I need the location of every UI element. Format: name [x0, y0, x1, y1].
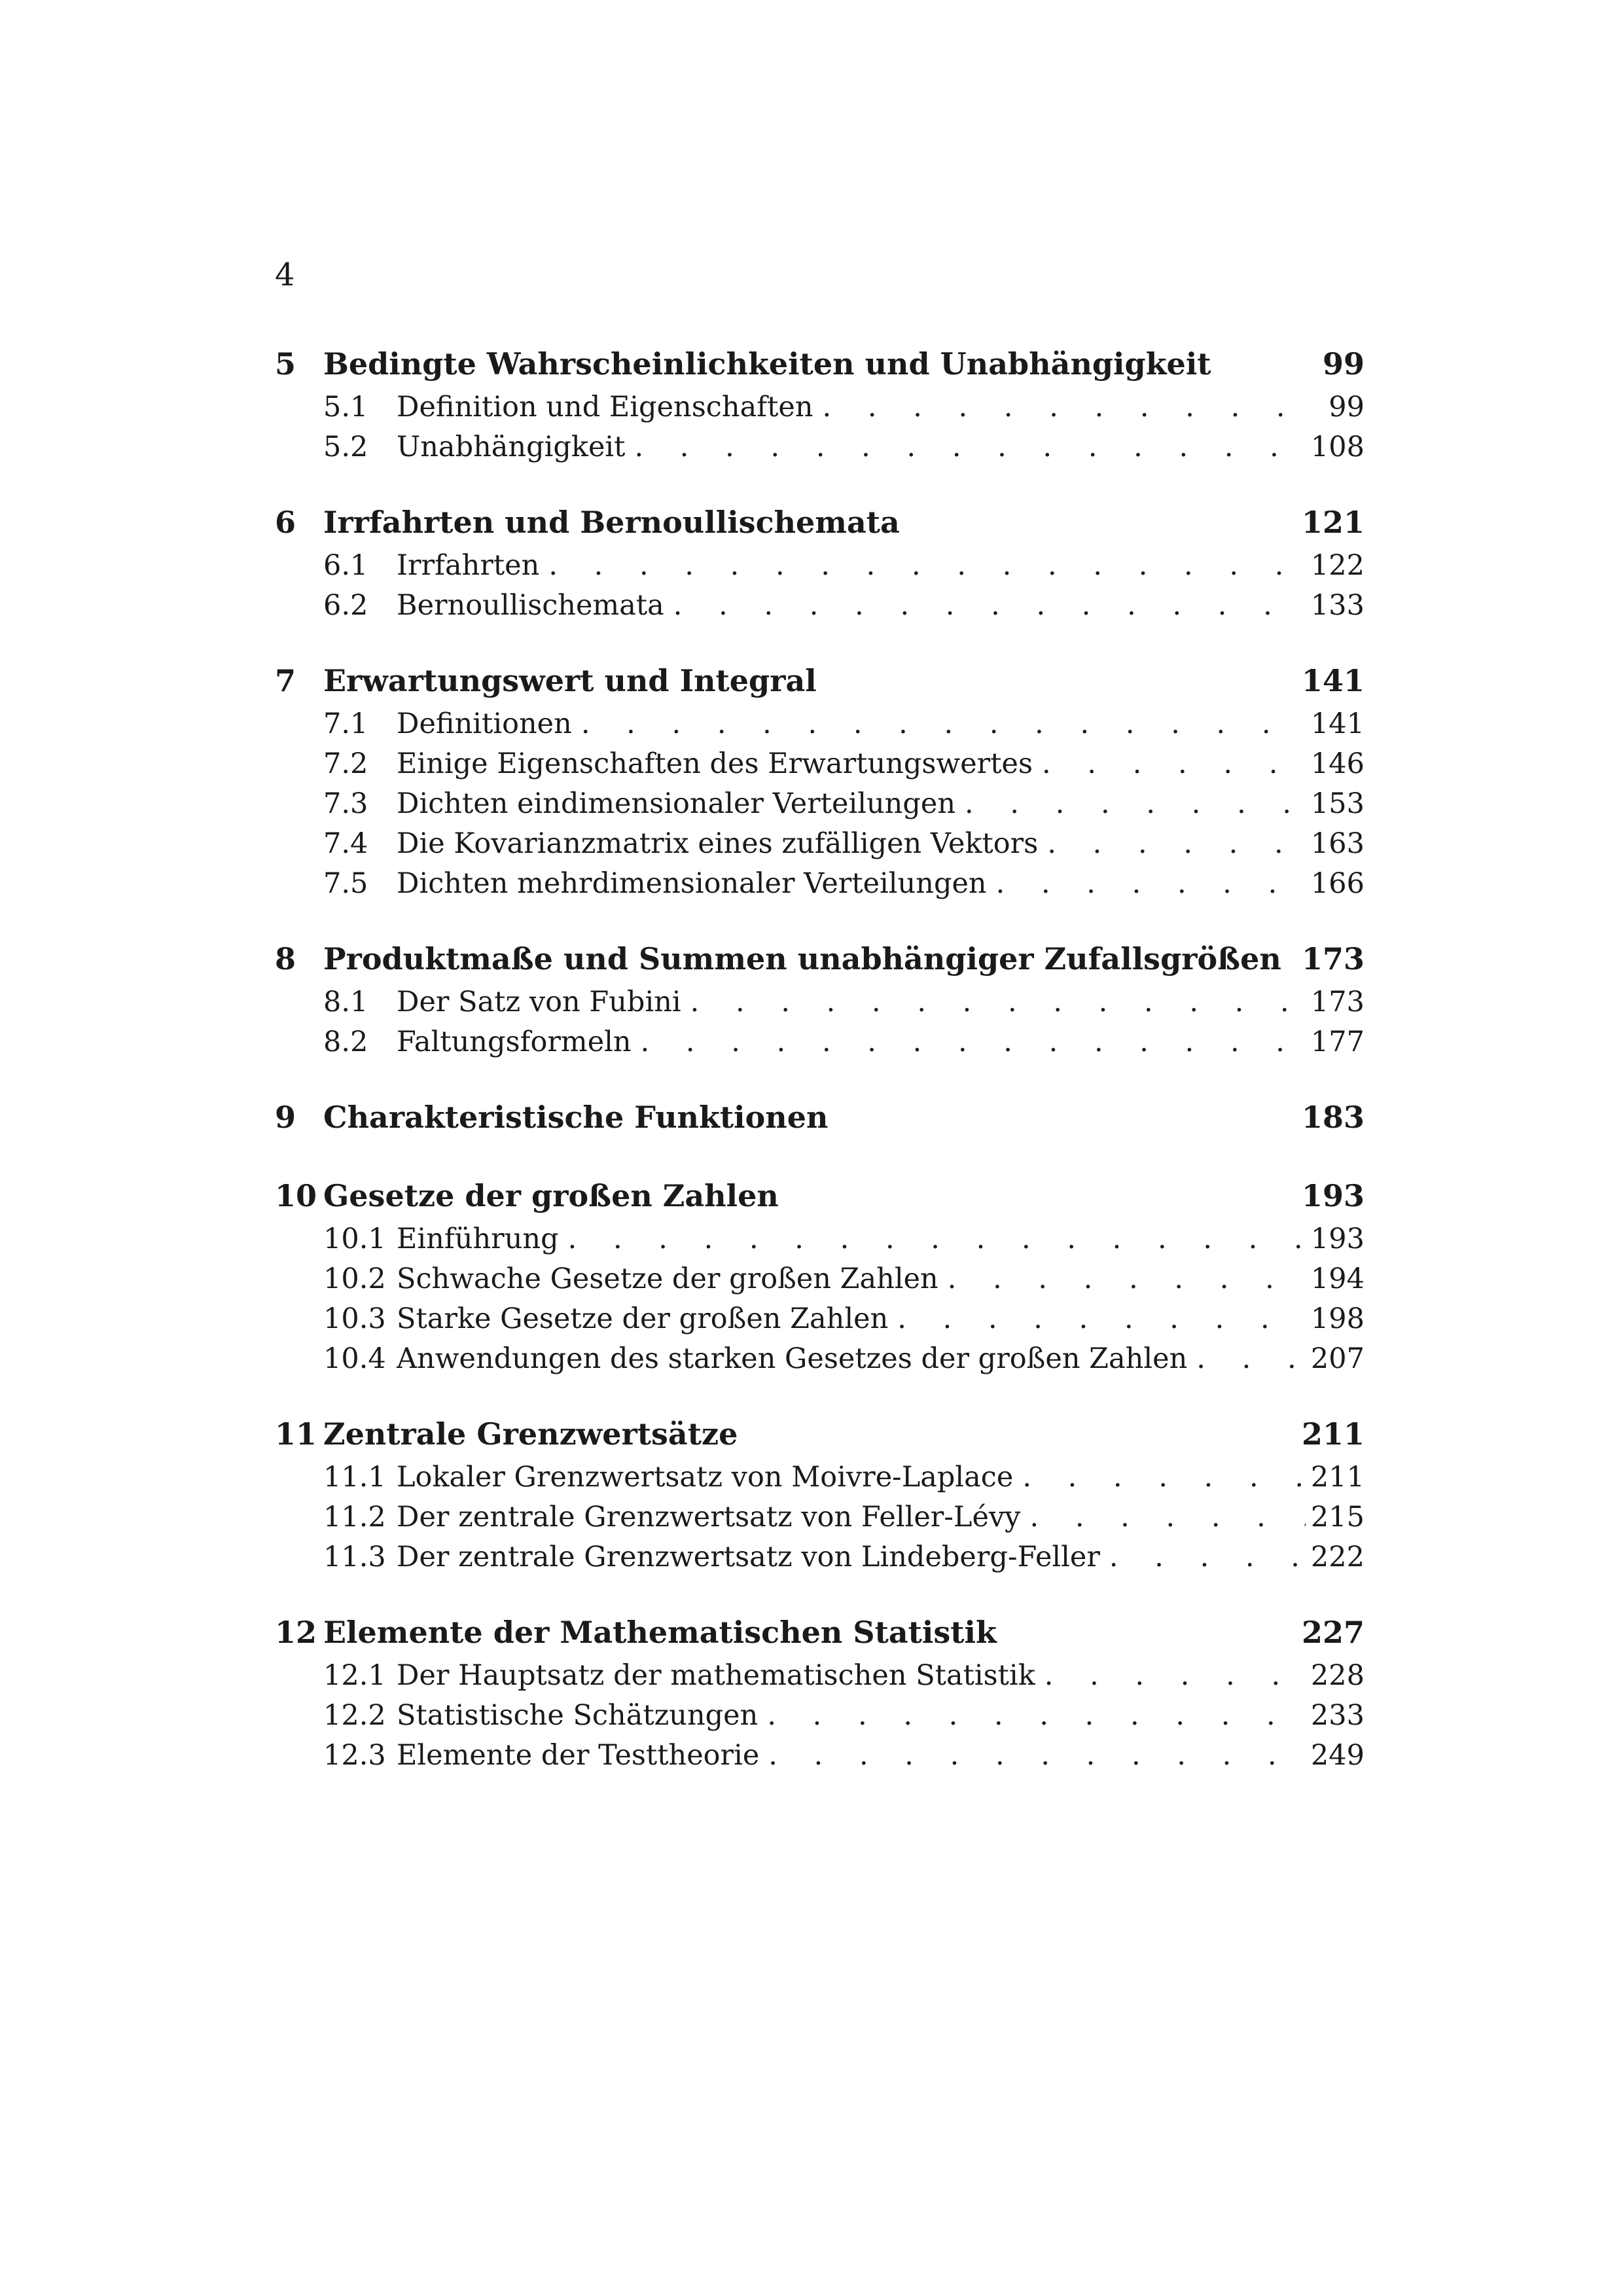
section-entry[interactable]	[275, 704, 1364, 744]
section-title: Der Hauptsatz der mathematischen Statistik	[397, 1659, 1035, 1692]
dot-leader	[965, 784, 1306, 824]
section-number: 12.2	[323, 1699, 386, 1732]
section-number: 11.1	[323, 1461, 386, 1494]
section-title: Lokaler Grenzwertsatz von Moivre-Laplace	[397, 1461, 1014, 1494]
section-page-number: 193	[1310, 1223, 1364, 1255]
chapter-number: 9	[275, 1100, 296, 1135]
section-entry[interactable]	[275, 864, 1364, 904]
section-entry[interactable]	[275, 982, 1364, 1022]
section-entry[interactable]	[275, 1736, 1364, 1776]
toc-chapter	[275, 340, 1364, 467]
dot-leader	[581, 704, 1306, 744]
chapter-number: 10	[275, 1178, 317, 1213]
dot-leader	[641, 1022, 1306, 1062]
section-page-number: 99	[1329, 391, 1364, 423]
chapter-title: Erwartungswert und Integral	[323, 663, 817, 698]
dot-leader	[767, 1696, 1306, 1736]
chapter-heading[interactable]	[275, 657, 1364, 704]
toc-chapter	[275, 657, 1364, 904]
chapter-heading[interactable]	[275, 1410, 1364, 1458]
section-number: 10.4	[323, 1342, 386, 1375]
chapter-title: Irrfahrten und Bernoullischemata	[323, 505, 900, 540]
toc-chapter	[275, 1410, 1364, 1577]
chapter-page-number: 121	[1301, 505, 1364, 540]
section-number: 7.3	[323, 787, 368, 820]
section-page-number: 133	[1310, 589, 1364, 622]
dot-leader	[1042, 744, 1306, 784]
section-page-number: 228	[1310, 1659, 1364, 1692]
section-number: 12.1	[323, 1659, 386, 1692]
chapter-page-number: 173	[1301, 941, 1364, 977]
toc-chapter	[275, 1172, 1364, 1379]
dot-leader	[1022, 1458, 1306, 1498]
section-page-number: 146	[1310, 747, 1364, 780]
section-page-number: 177	[1310, 1026, 1364, 1058]
chapter-number: 6	[275, 505, 296, 540]
section-page-number: 211	[1310, 1461, 1364, 1494]
section-page-number: 153	[1310, 787, 1364, 820]
section-title: Einige Eigenschaften des Erwartungswertes	[397, 747, 1033, 780]
dot-leader	[1196, 1339, 1306, 1379]
section-page-number: 163	[1310, 827, 1364, 860]
chapter-page-number: 227	[1301, 1615, 1364, 1650]
section-entry[interactable]	[275, 784, 1364, 824]
chapter-page-number: 183	[1301, 1100, 1364, 1135]
chapter-title: Gesetze der großen Zahlen	[323, 1178, 779, 1213]
chapter-number: 7	[275, 663, 296, 698]
table-of-contents	[275, 340, 1364, 1807]
chapter-heading[interactable]	[275, 1094, 1364, 1141]
dot-leader	[634, 427, 1305, 467]
section-number: 10.1	[323, 1223, 386, 1255]
dot-leader	[568, 1219, 1306, 1259]
toc-chapter	[275, 1609, 1364, 1776]
dot-leader	[823, 387, 1308, 427]
section-title: Der zentrale Grenzwertsatz von Feller-Lévy	[397, 1501, 1021, 1534]
section-entry[interactable]	[275, 1339, 1364, 1379]
section-number: 12.3	[323, 1739, 386, 1772]
section-page-number: 141	[1310, 708, 1364, 740]
section-title: Definitionen	[397, 708, 572, 740]
chapter-heading[interactable]	[275, 499, 1364, 546]
section-number: 6.1	[323, 549, 368, 582]
section-number: 7.2	[323, 747, 368, 780]
section-page-number: 198	[1310, 1302, 1364, 1335]
section-title: Starke Gesetze der großen Zahlen	[397, 1302, 889, 1335]
dot-leader	[1044, 1656, 1306, 1696]
chapter-title: Produktmaße und Summen unabhängiger Zufallsgrößen	[323, 941, 1281, 977]
section-entry[interactable]	[275, 546, 1364, 586]
toc-chapter	[275, 1094, 1364, 1141]
section-entry[interactable]	[275, 1299, 1364, 1339]
section-number: 7.1	[323, 708, 368, 740]
section-entry[interactable]	[275, 824, 1364, 864]
section-number: 10.2	[323, 1263, 386, 1295]
section-number: 5.2	[323, 431, 368, 463]
chapter-number: 11	[275, 1416, 317, 1452]
dot-leader	[1047, 824, 1306, 864]
section-number: 10.3	[323, 1302, 386, 1335]
section-page-number: 173	[1310, 986, 1364, 1018]
section-number: 7.4	[323, 827, 368, 860]
dot-leader	[690, 982, 1306, 1022]
section-entry[interactable]	[275, 1537, 1364, 1577]
section-title: Die Kovarianzmatrix eines zufälligen Vektors	[397, 827, 1039, 860]
toc-chapter	[275, 935, 1364, 1062]
dot-leader	[996, 864, 1306, 904]
section-title: Dichten eindimensionaler Verteilungen	[397, 787, 956, 820]
chapter-title: Elemente der Mathematischen Statistik	[323, 1615, 997, 1650]
section-title: Statistische Schätzungen	[397, 1699, 758, 1732]
chapter-number: 5	[275, 346, 296, 382]
section-page-number: 194	[1310, 1263, 1364, 1295]
section-number: 8.1	[323, 986, 368, 1018]
section-number: 5.1	[323, 391, 368, 423]
section-title: Irrfahrten	[397, 549, 540, 582]
section-title: Anwendungen des starken Gesetzes der großen Zahlen	[397, 1342, 1188, 1375]
dot-leader	[673, 586, 1306, 626]
chapter-page-number: 193	[1301, 1178, 1364, 1213]
section-entry[interactable]	[275, 1219, 1364, 1259]
section-page-number: 249	[1310, 1739, 1364, 1772]
section-number: 11.3	[323, 1541, 386, 1573]
section-page-number: 233	[1310, 1699, 1364, 1732]
chapter-page-number: 211	[1301, 1416, 1364, 1452]
chapter-number: 8	[275, 941, 296, 977]
section-number: 6.2	[323, 589, 368, 622]
section-title: Definition und Eigenschaften	[397, 391, 813, 423]
section-entry[interactable]	[275, 1696, 1364, 1736]
section-entry[interactable]	[275, 1458, 1364, 1498]
dot-leader	[897, 1299, 1306, 1339]
toc-chapter	[275, 499, 1364, 626]
section-entry[interactable]	[275, 1498, 1364, 1537]
dot-leader	[948, 1259, 1306, 1299]
section-title: Unabhängigkeit	[397, 431, 626, 463]
section-number: 8.2	[323, 1026, 368, 1058]
chapter-page-number: 99	[1322, 346, 1364, 382]
section-entry[interactable]	[275, 1259, 1364, 1299]
chapter-page-number: 141	[1301, 663, 1364, 698]
section-title: Elemente der Testtheorie	[397, 1739, 760, 1772]
section-title: Der Satz von Fubini	[397, 986, 681, 1018]
section-number: 11.2	[323, 1501, 386, 1534]
section-entry[interactable]	[275, 744, 1364, 784]
section-title: Dichten mehrdimensionaler Verteilungen	[397, 867, 987, 900]
dot-leader	[548, 546, 1306, 586]
dot-leader	[768, 1736, 1306, 1776]
chapter-heading[interactable]	[275, 1172, 1364, 1219]
section-title: Der zentrale Grenzwertsatz von Lindeberg-Feller	[397, 1541, 1100, 1573]
section-page-number: 222	[1310, 1541, 1364, 1573]
page-number: 4	[275, 257, 295, 293]
section-page-number: 108	[1310, 431, 1364, 463]
section-page-number: 122	[1310, 549, 1364, 582]
chapter-title: Charakteristische Funktionen	[323, 1100, 829, 1135]
dot-leader	[1029, 1498, 1305, 1537]
chapter-heading[interactable]	[275, 1609, 1364, 1656]
section-entry[interactable]	[275, 586, 1364, 626]
chapter-number: 12	[275, 1615, 317, 1650]
section-entry[interactable]	[275, 387, 1364, 427]
section-title: Schwache Gesetze der großen Zahlen	[397, 1263, 938, 1295]
section-title: Einführung	[397, 1223, 559, 1255]
chapter-heading[interactable]	[275, 935, 1364, 982]
section-entry[interactable]	[275, 1022, 1364, 1062]
dot-leader	[1109, 1537, 1306, 1577]
chapter-title: Bedingte Wahrscheinlichkeiten und Unabhängigkeit	[323, 346, 1211, 382]
chapter-title: Zentrale Grenzwertsätze	[323, 1416, 738, 1452]
section-entry[interactable]	[275, 427, 1364, 467]
section-page-number: 215	[1310, 1501, 1364, 1534]
section-number: 7.5	[323, 867, 368, 900]
section-page-number: 207	[1310, 1342, 1364, 1375]
section-entry[interactable]	[275, 1656, 1364, 1696]
section-title: Faltungsformeln	[397, 1026, 632, 1058]
section-page-number: 166	[1310, 867, 1364, 900]
chapter-heading[interactable]	[275, 340, 1364, 387]
section-title: Bernoullischemata	[397, 589, 664, 622]
